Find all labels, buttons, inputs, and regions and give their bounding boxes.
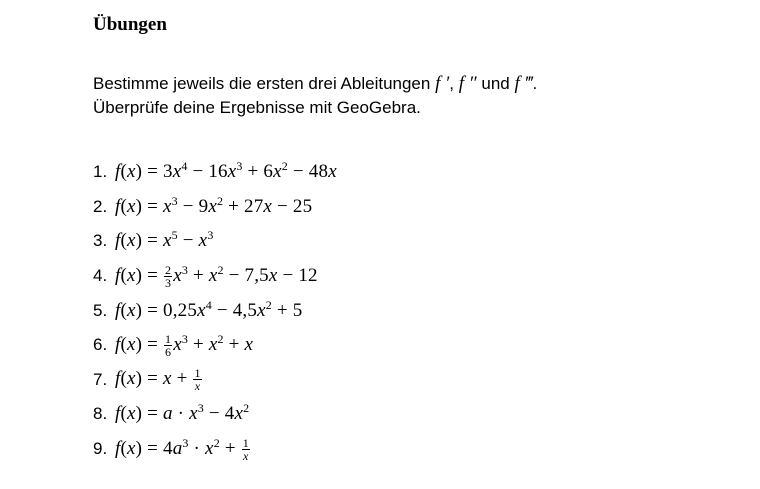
exercise-number: 6. bbox=[93, 335, 108, 355]
exercise-item-4 bbox=[93, 259, 337, 294]
exercise-number: 1. bbox=[93, 162, 108, 182]
exercise-number: 4. bbox=[93, 266, 108, 286]
instruction-text bbox=[93, 72, 537, 120]
instruction-line-1 bbox=[93, 72, 537, 96]
exercise-formula: f(x) = $\frac{2}{3}$ $x^3 + x^2 - 7,5x - 12$ bbox=[115, 262, 318, 290]
exercise-list bbox=[93, 155, 337, 466]
third-derivative-symbol: f ‴ bbox=[514, 73, 533, 94]
exercise-number: 9. bbox=[93, 439, 108, 459]
exercise-item-2 bbox=[93, 190, 337, 225]
exercise-item-3 bbox=[93, 224, 337, 259]
first-derivative-symbol: f ′ bbox=[435, 73, 450, 94]
instruction-lead: Bestimme jeweils die ersten drei Ableitungen bbox=[93, 74, 436, 93]
separator-comma: , bbox=[449, 74, 459, 93]
exercise-formula: $f(x) = a \cdot x^3 - 4x^2$ bbox=[115, 401, 250, 425]
exercise-item-7 bbox=[93, 363, 337, 398]
exercise-number: 7. bbox=[93, 369, 108, 389]
exercise-formula: f(x) = $\frac{1}{6}$ $x^3 + x^2 + x$ bbox=[115, 331, 254, 359]
exercise-item-5 bbox=[93, 293, 337, 328]
exercise-number: 8. bbox=[93, 404, 108, 424]
exercise-number: 2. bbox=[93, 196, 108, 216]
page-title: Übungen bbox=[93, 14, 167, 35]
second-derivative-symbol: f ″ bbox=[458, 73, 477, 94]
exercise-item-1 bbox=[93, 155, 337, 190]
exercise-formula: f(x) = x + $\frac{1}{x}$ bbox=[115, 366, 201, 394]
exercise-item-8 bbox=[93, 397, 337, 432]
instruction-line-2: Überprüfe deine Ergebnisse mit GeoGebra. bbox=[93, 98, 421, 117]
exercise-number: 3. bbox=[93, 231, 108, 251]
exercise-item-9 bbox=[93, 432, 337, 467]
exercise-formula: $f(x) = 4a^3 \cdot x^2$ + $\frac{1}{x}$ bbox=[115, 435, 249, 463]
exercise-formula: $f(x) = x^3 - 9x^2 + 27x - 25$ bbox=[115, 193, 313, 217]
exercise-item-6 bbox=[93, 328, 337, 363]
exercise-formula: $f(x) = 3x^4 - 16x^3 + 6x^2 - 48x$ bbox=[115, 159, 337, 183]
exercise-formula: $f(x) = 0,25x^4 - 4,5x^2 + 5$ bbox=[115, 297, 303, 321]
exercise-number: 5. bbox=[93, 300, 108, 320]
conjunction-und: und bbox=[476, 74, 515, 93]
exercise-formula: $f(x) = x^5 - x^3$ bbox=[115, 228, 214, 252]
sentence-period: . bbox=[532, 74, 538, 93]
